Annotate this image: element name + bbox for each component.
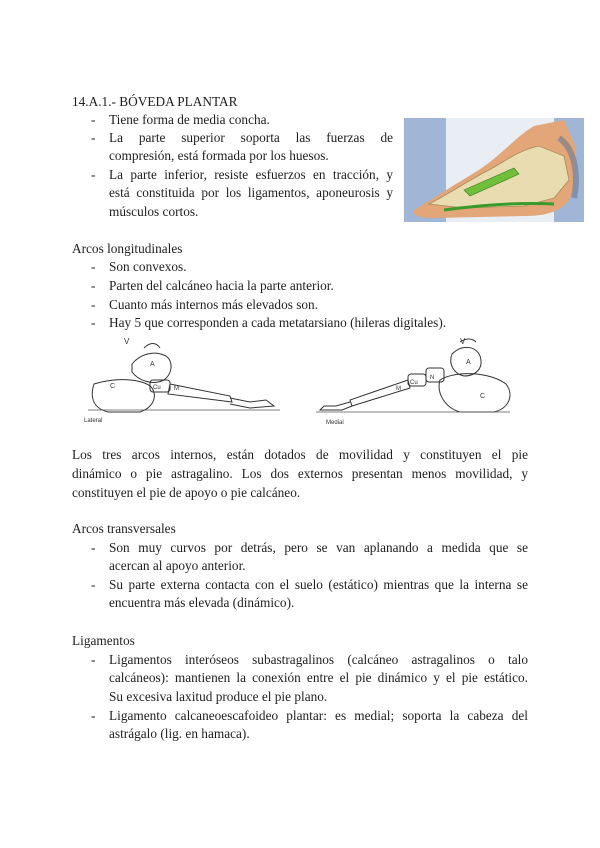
bullet-dash: - (91, 259, 96, 274)
list-item: Son convexos. (109, 259, 187, 274)
list-item: La parte superior soporta las fuerzas de (109, 130, 393, 145)
metatarsal-medial (350, 380, 410, 406)
ligamentos-title: Ligamentos (72, 633, 135, 648)
navicular-medial (426, 368, 444, 382)
list-item: compresión, está formada por los huesos. (109, 148, 329, 163)
calcaneus-medial (439, 374, 510, 412)
list-item: La parte inferior, resiste esfuerzos en tracción, y (109, 167, 393, 182)
bullet-dash: - (91, 315, 96, 330)
list-item: Hay 5 que corresponden a cada metatarsiano (hileras digitales). (109, 315, 447, 330)
list-item: Cuanto más internos más elevados son. (109, 297, 319, 312)
list-item: calcáneos): mantienen la conexión entre el pie dinámico y el pie estático. (109, 670, 528, 685)
list-item: músculos cortos. (109, 204, 199, 219)
bullet-dash: - (91, 167, 96, 182)
caption-lateral: Lateral (84, 418, 103, 424)
list-item: está constituida por los ligamentos, aponeurosis y (109, 185, 393, 200)
bone-label-a-right: A (466, 359, 471, 366)
bone-label-a-left: A (150, 361, 155, 368)
lateral-foot-sketch (88, 344, 280, 413)
list-item: encuentra más elevada (dinámico). (109, 595, 295, 610)
bullet-dash: - (91, 708, 96, 723)
list-item: Su excesiva laxitud produce el pie plano. (109, 689, 328, 704)
bone-label-m-right: M (396, 386, 401, 392)
bone-label-cu-right: Cu (410, 380, 418, 386)
section-heading: 14.A.1.- BÓVEDA PLANTAR (72, 94, 238, 109)
bullet-dash: - (91, 540, 96, 555)
foot-arch-illustration (404, 118, 584, 222)
medial-foot-sketch (316, 339, 510, 412)
bone-label-c-right: C (480, 393, 486, 400)
foot-skeleton-figure (80, 336, 530, 426)
list-item: Ligamentos interóseos subastragalinos (calcáneo astragalinos o talo (109, 652, 528, 667)
list-item: Parten del calcáneo hacia la parte anterior. (109, 278, 334, 293)
list-item: Tiene forma de media concha. (109, 112, 270, 127)
list-item: Su parte externa contacta con el suelo (estático) mientras que la interna se (109, 577, 528, 592)
arcos-longitudinales-title: Arcos longitudinales (72, 241, 183, 256)
bullet-dash: - (91, 278, 96, 293)
bullet-dash: - (91, 577, 96, 592)
bullet-dash: - (91, 297, 96, 312)
list-item: Son muy curvos por detrás, pero se van aplanando a medida que se (109, 540, 528, 555)
paragraph-line: dinámico o pie astragalino. Los dos externos presentan menos movilidad, y (72, 466, 528, 481)
bone-label-cu-left: Cu (153, 385, 161, 391)
bullet-dash: - (91, 130, 96, 145)
caption-medial: Medial (326, 420, 344, 426)
arrow-label-right: V (460, 337, 466, 346)
list-item: Ligamento calcaneoescafoideo plantar: es medial; soporta la cabeza del (109, 708, 528, 723)
list-item: astrágalo (lig. en hamaca). (109, 726, 250, 741)
bone-label-c-left: C (110, 383, 116, 390)
bone-label-n-right: N (430, 375, 435, 381)
phalanges-medial (320, 402, 352, 410)
bullet-dash: - (91, 112, 96, 127)
paragraph-line: Los tres arcos internos, están dotados de movilidad y constituyen el pie (72, 447, 528, 462)
arcos-transversales-title: Arcos transversales (72, 521, 176, 536)
calcaneus-lateral (92, 380, 154, 412)
bullet-dash: - (91, 652, 96, 667)
phalanges-lateral (230, 398, 274, 408)
tibia-lateral (144, 344, 160, 349)
paragraph-line: constituyen el pie de apoyo o pie calcáneo. (72, 485, 301, 500)
arrow-label-left: V (124, 337, 130, 346)
list-item: acercan al apoyo anterior. (109, 558, 246, 573)
bone-label-m-left: M (174, 386, 179, 392)
